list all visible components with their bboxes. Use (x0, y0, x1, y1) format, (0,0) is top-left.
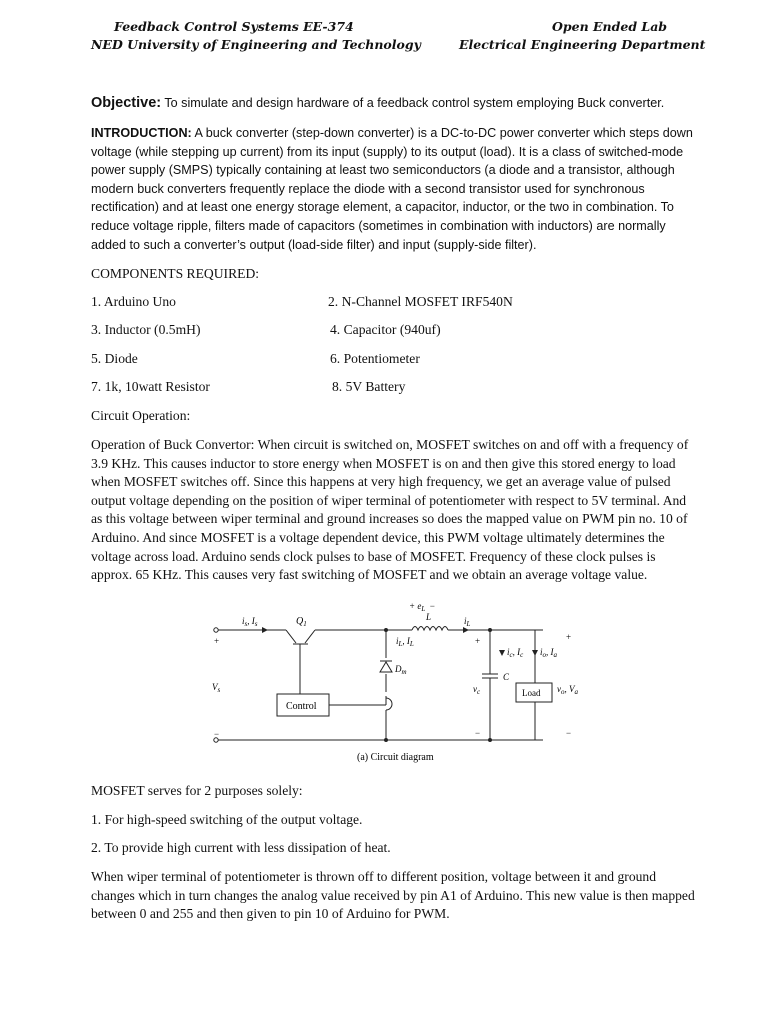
component-item: 1. Arduino Uno (91, 294, 176, 309)
buck-converter-circuit-diagram (200, 600, 590, 770)
label-q1: $Q_1$ (296, 616, 307, 628)
closing-paragraph: When wiper terminal of potentiometer is thrown off to different position, voltage between it and ground changes which in turn changes the analog value received by pin A1 of Arduino. This new value is then mapped between 0 and 255 and then given to pin 10 of Arduino for PWM. (91, 869, 695, 922)
cap-plus-sign: + (475, 636, 481, 646)
label-ic: $i_c$, $I_c$ (507, 647, 524, 659)
label-iL-right: $i_L$ (464, 616, 471, 628)
introduction-text: A buck converter (step-down converter) is a DC-to-DC power converter which steps down voltage (while stepping up current) from its input (supply) to its output (load). It is a class of switched-mode power supply (SMPS) typically containing at least two semiconductors (a diode and a transistor, although modern buck converters frequently replace the diode with a second transistor used for synchronous rectification) and at least one energy storage element, a capacitor, inductor, or the two in combination. To reduce voltage ripple, filters made of capacitors (sometimes in combination with inductors) are normally added to such a converter’s output (load-side filter) and input (supply-side filter). (91, 126, 693, 252)
university-name: NED University of Engineering and Technology (91, 37, 421, 52)
output-plus-sign: + (566, 632, 572, 642)
objective-paragraph (91, 94, 697, 113)
lab-title: Open Ended Lab (552, 19, 668, 34)
circuit-operation-paragraph: Operation of Buck Convertor: When circuit is switched on, MOSFET switches on and off with a frequency of 3.9 KHz. This causes inductor to store energy when MOSFET is on and then give this stored energy to load when MOSFET switches off. Since this happens at very high frequency, we get an average value of pulsed output voltage depending on the position of wiper terminal of potentiometer with respect to 5V terminal. And as this voltage between wiper terminal and ground increases so does the mapped value on PWM pin no. 10 of Arduino. And since MOSFET is a voltage dependent device, this PWM voltage ultimately determines the voltage across load. Arduino sends clock pulses to base of MOSFET. Frequency of these clock pulses is approx. 65 KHz. This causes very fast switching of MOSFET and we obtain an average voltage value. (91, 437, 689, 583)
label-dm: $D_m$ (395, 664, 407, 676)
label-eL: + $e_L$ − (409, 601, 436, 613)
label-L: L (426, 612, 432, 622)
input-minus-sign: − (214, 729, 220, 739)
component-item: 6. Potentiometer (330, 351, 420, 366)
components-title: COMPONENTS REQUIRED: (91, 266, 260, 281)
input-plus-sign: + (214, 636, 220, 646)
introduction-paragraph (91, 124, 697, 254)
component-item: 8. 5V Battery (332, 379, 406, 394)
mosfet-purpose-2: 2. To provide high current with less dissipation of heat. (91, 840, 391, 855)
introduction-label: INTRODUCTION: (91, 126, 192, 140)
component-item: 3. Inductor (0.5mH) (91, 322, 201, 337)
objective-label: Objective: (91, 95, 162, 111)
department-name: Electrical Engineering Department (459, 37, 706, 52)
output-minus-sign: − (566, 728, 572, 738)
label-is: $i_s$, $I_s$ (242, 616, 258, 628)
component-item: 5. Diode (91, 351, 138, 366)
component-item: 2. N-Channel MOSFET IRF540N (328, 294, 513, 309)
label-vc: $v_c$ (473, 684, 481, 696)
mosfet-title: MOSFET serves for 2 purposes solely: (91, 783, 303, 798)
label-io: $i_o$, $I_a$ (540, 647, 558, 659)
label-vo: $v_o$, $V_a$ (557, 684, 578, 696)
label-vs: $V_s$ (212, 682, 221, 694)
component-item: 7. 1k, 10watt Resistor (91, 379, 210, 394)
label-C: C (503, 672, 510, 682)
mosfet-purpose-1: 1. For high-speed switching of the output voltage. (91, 812, 363, 827)
figure-caption: (a) Circuit diagram (357, 752, 434, 763)
label-iL-mid: $i_L$, $I_L$ (396, 636, 414, 648)
component-item: 4. Capacitor (940uf) (330, 322, 441, 337)
cap-minus-sign: − (475, 728, 481, 738)
load-block-label: Load (522, 688, 541, 698)
course-title: Feedback Control Systems EE-374 (114, 19, 354, 34)
objective-text: To simulate and design hardware of a feedback control system employing Buck converter. (161, 96, 665, 110)
control-block-label: Control (286, 701, 317, 712)
circuit-operation-title: Circuit Operation: (91, 408, 191, 423)
